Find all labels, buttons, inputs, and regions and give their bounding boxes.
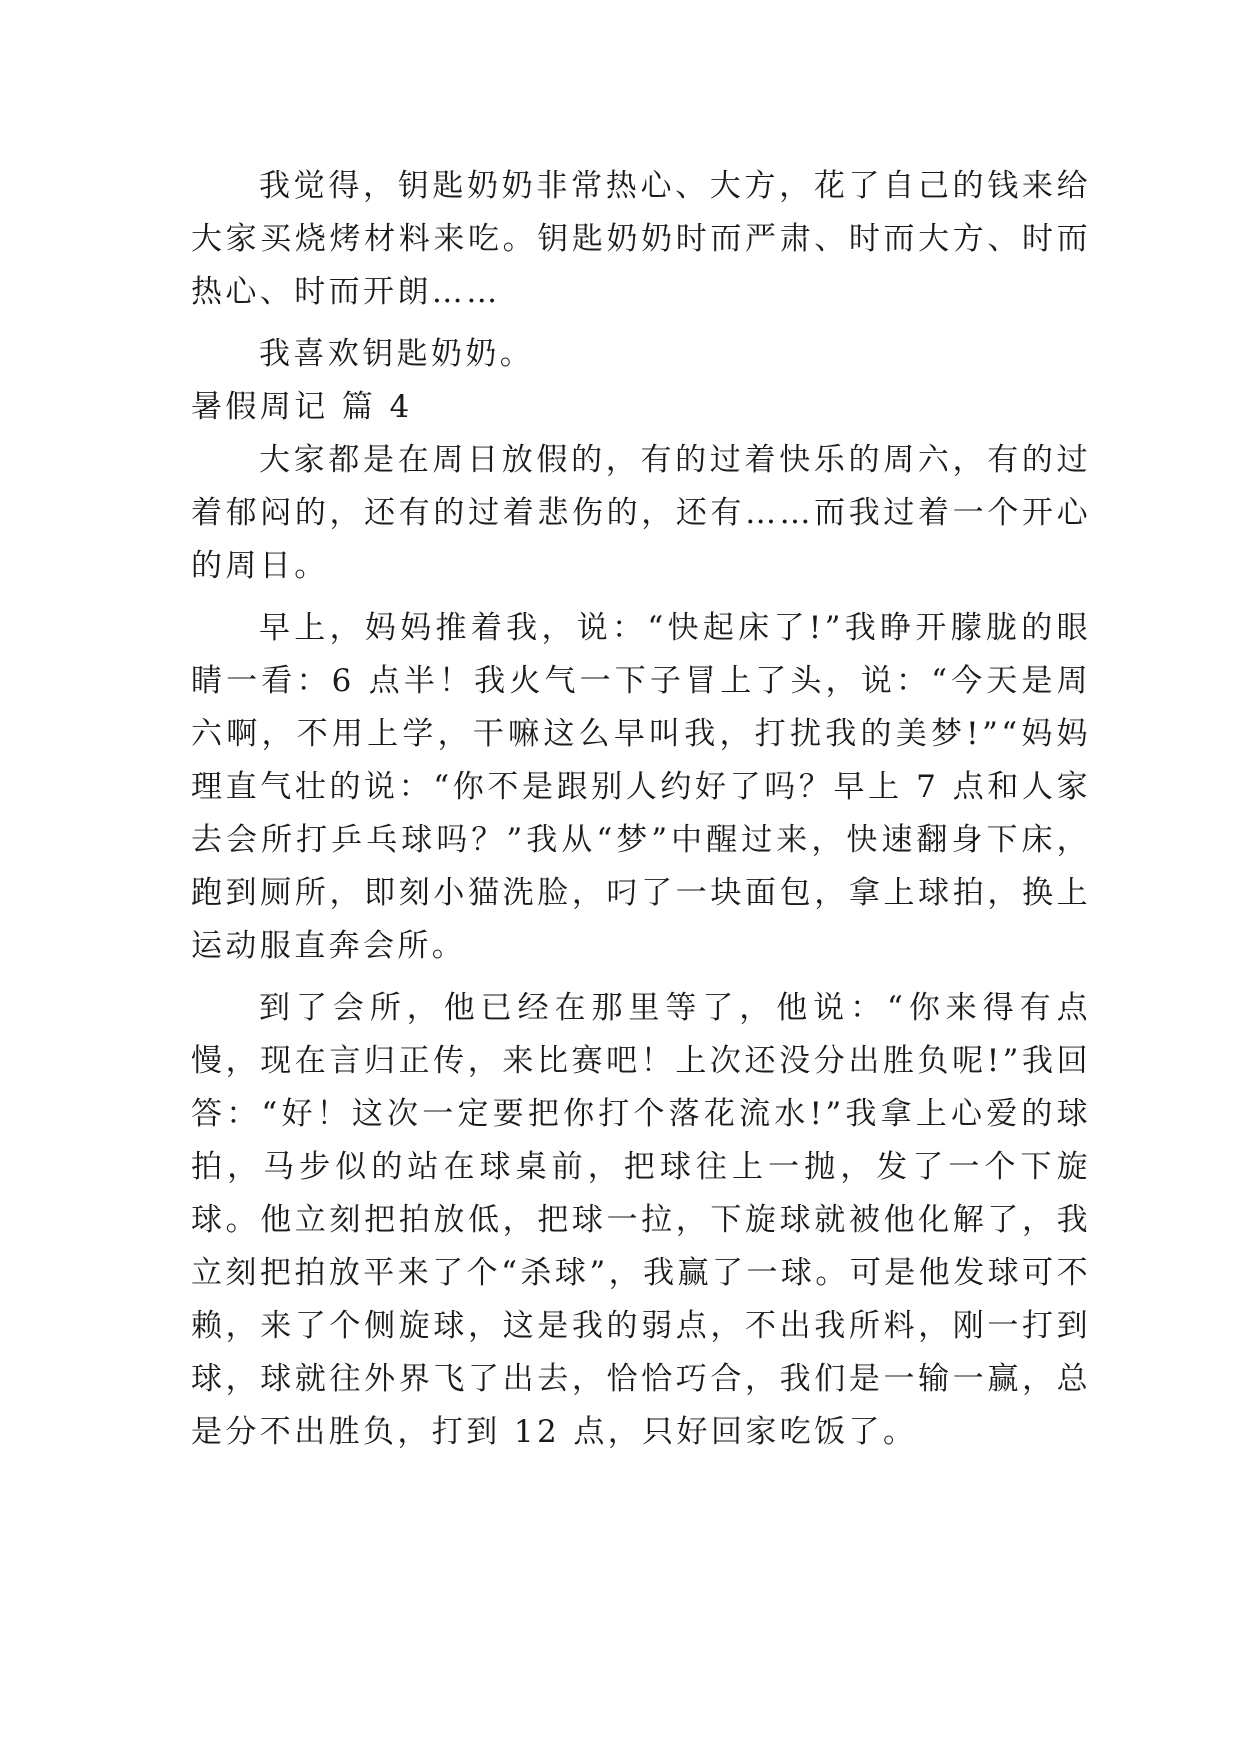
- paragraph-morning: 早上，妈妈推着我，说：“快起床了!”我睁开朦胧的眼睛一看：6 点半！我火气一下子冒上了头，说：“今天是周六啊，不用上学，干嘛这么早叫我，打扰我的美梦!”“妈妈理直气壮的说：“你不是跟别人约好了吗？早上 7 点和人家去会所打乒乓球吗？”我从“梦”中醒过来，快速翻身下床，跑到厕所，即刻小猫洗脸，叼了一块面包，拿上球拍，换上运动服直奔会所。: [191, 610, 1091, 964]
- paragraph-gap: [191, 319, 1091, 328]
- paragraph-gap: [191, 593, 1091, 602]
- paragraph-intro: 大家都是在周日放假的，有的过着快乐的周六，有的过着郁闷的，还有的过着悲伤的，还有……而我过着一个开心的周日。: [191, 442, 1091, 584]
- section-heading: 暑假周记 篇 4: [191, 389, 413, 425]
- paragraph-gap: [191, 973, 1091, 982]
- paragraph-opinion: 我觉得，钥匙奶奶非常热心、大方，花了自己的钱来给大家买烧烤材料来吃。钥匙奶奶时而严肃、时而大方、时而热心、时而开朗……: [191, 168, 1091, 310]
- paragraph-match: 到了会所，他已经在那里等了，他说：“你来得有点慢，现在言归正传，来比赛吧！上次还没分出胜负呢!”我回答：“好！这次一定要把你打个落花流水!”我拿上心爱的球拍，马步似的站在球桌前，把球往上一抛，发了一个下旋球。他立刻把拍放低，把球一拉，下旋球就被他化解了，我立刻把拍放平来了个“杀球”，我赢了一球。可是他发球可不赖，来了个侧旋球，这是我的弱点，不出我所料，刚一打到球，球就往外界飞了出去，恰恰巧合，我们是一输一赢，总是分不出胜负，打到 12 点，只好回家吃饭了。: [191, 990, 1091, 1450]
- document-body: [191, 160, 1091, 1459]
- paragraph-conclusion: 我喜欢钥匙奶奶。: [259, 336, 535, 372]
